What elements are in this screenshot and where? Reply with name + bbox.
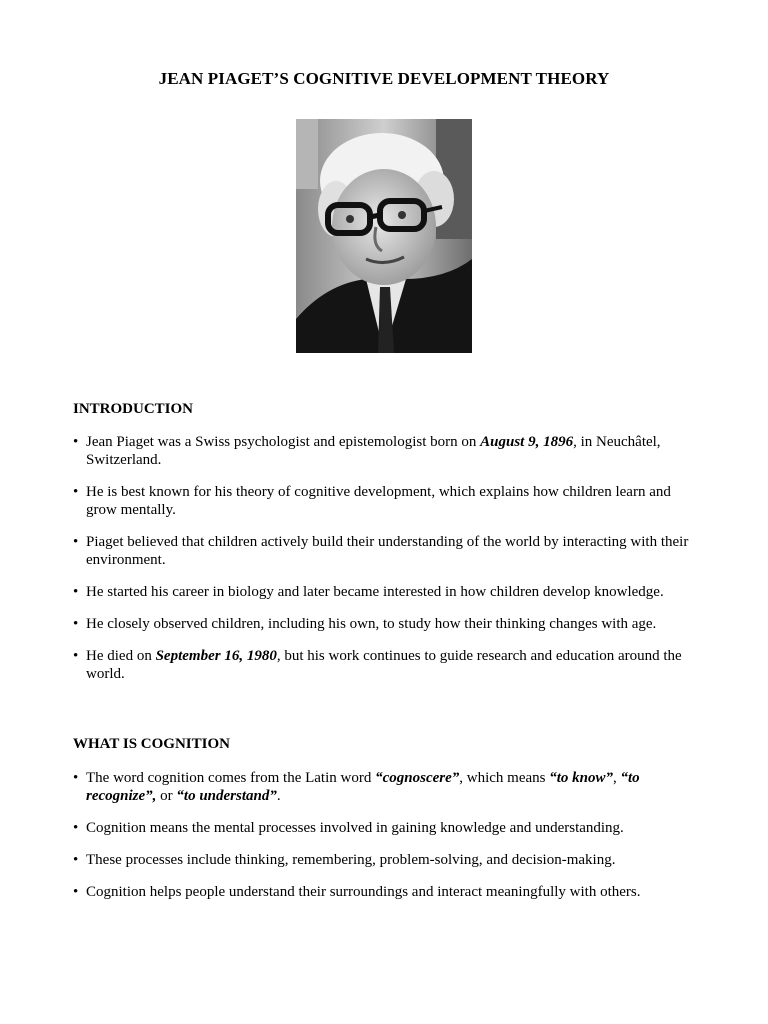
introduction-heading: INTRODUCTION [73,401,194,417]
document-title: JEAN PIAGET’S COGNITIVE DEVELOPMENT THEORY [158,69,610,88]
list-item: • These processes include thinking, remembering, problem-solving, and decision-making. [73,851,703,869]
list-item: • He is best known for his theory of cognitive development, which explains how children learn and grow mentally. [73,483,703,519]
list-item: • The word cognition comes from the Latin word “cognoscere”, which means “to know”, “to recognize”, or “to understand”. [73,769,703,805]
list-item: • Cognition means the mental processes involved in gaining knowledge and understanding. [73,819,703,837]
introduction-list [73,433,703,683]
list-item: • Cognition helps people understand their surroundings and interact meaningfully with others. [73,883,703,901]
cognition-heading: WHAT IS COGNITION [73,736,230,752]
cognition-list [73,769,703,901]
list-item: • Jean Piaget was a Swiss psychologist and epistemologist born on August 9, 1896, in Neuchâtel, Switzerland. [73,433,703,469]
list-item: • Piaget believed that children actively build their understanding of the world by interacting with their environment. [73,533,703,569]
list-item: • He closely observed children, including his own, to study how their thinking changes with age. [73,615,703,633]
portrait-photo [296,119,472,353]
list-item: • He died on September 16, 1980, but his work continues to guide research and education around the world. [73,647,703,683]
portrait-illustration [296,119,472,353]
list-item: • He started his career in biology and later became interested in how children develop knowledge. [73,583,703,601]
